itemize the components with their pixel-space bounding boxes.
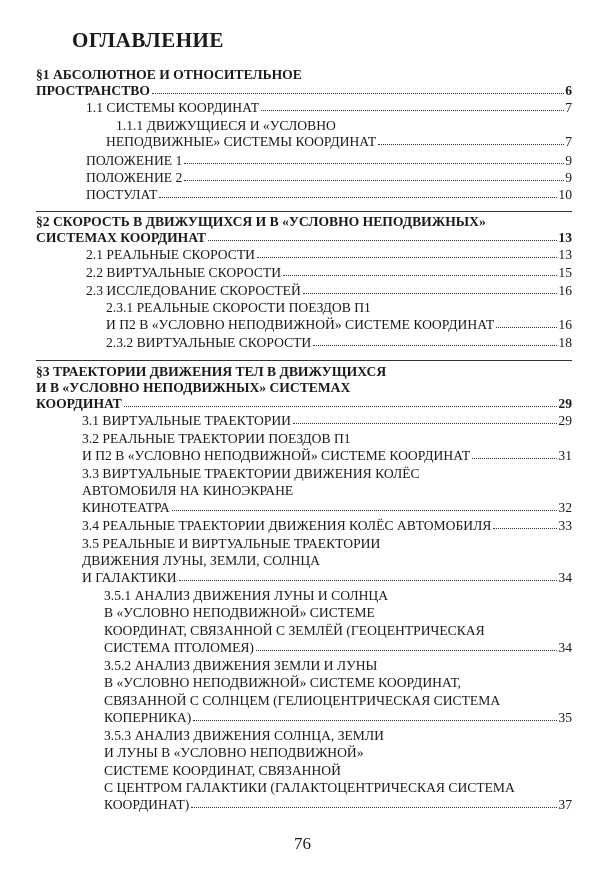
toc-entry-title: §3 ТРАЕКТОРИИ ДВИЖЕНИЯ ТЕЛ В ДВИЖУЩИХСЯ — [36, 364, 387, 379]
toc-entry-page: 15 — [558, 265, 572, 280]
toc-entry-title: И ЛУНЫ В «УСЛОВНО НЕПОДВИЖНОЙ» — [104, 745, 364, 760]
dot-leader — [191, 796, 557, 808]
toc-entry-page: 35 — [558, 710, 572, 725]
toc-entry — [82, 552, 320, 569]
toc-entry-title: 3.5.2 АНАЛИЗ ДВИЖЕНИЯ ЗЕМЛИ И ЛУНЫ — [104, 658, 378, 673]
toc-entry — [106, 316, 572, 333]
toc-entry — [82, 569, 572, 586]
toc-entry-title: 2.3.1 РЕАЛЬНЫЕ СКОРОСТИ ПОЕЗДОВ П1 — [106, 300, 371, 315]
dot-leader — [208, 229, 557, 241]
dot-leader — [493, 517, 557, 529]
toc-entry — [104, 762, 341, 779]
toc-entry-page: 7 — [565, 100, 572, 115]
toc-entry — [104, 622, 485, 639]
toc-heading: ОГЛАВЛЕНИЕ — [72, 28, 224, 52]
toc-entry-title: В «УСЛОВНО НЕПОДВИЖНОЙ» СИСТЕМЕ КООРДИНАТ, — [104, 675, 461, 690]
toc-entry — [104, 657, 377, 674]
toc-entry-title: АВТОМОБИЛЯ НА КИНОЭКРАНЕ — [82, 483, 294, 498]
toc-entry — [36, 213, 486, 230]
toc-entry — [104, 779, 515, 796]
dot-leader — [313, 334, 557, 346]
toc-entry-title: И В «УСЛОВНО НЕПОДВИЖНЫХ» СИСТЕМАХ — [36, 380, 351, 395]
toc-entry — [116, 117, 336, 134]
toc-entry — [104, 796, 572, 813]
dot-leader — [256, 639, 557, 651]
toc-entry — [36, 229, 572, 246]
toc-entry-title: 3.5 РЕАЛЬНЫЕ И ВИРТУАЛЬНЫЕ ТРАЕКТОРИИ — [82, 536, 381, 551]
toc-entry-title: 2.3 ИССЛЕДОВАНИЕ СКОРОСТЕЙ — [86, 283, 301, 298]
toc-entry-page: 18 — [558, 335, 572, 350]
toc-entry-title: КОПЕРНИКА) — [104, 710, 192, 725]
dot-leader — [184, 152, 564, 164]
toc-entry-page: 31 — [558, 448, 572, 463]
toc-entry-title: 3.3 ВИРТУАЛЬНЫЕ ТРАЕКТОРИИ ДВИЖЕНИЯ КОЛЁС — [82, 466, 420, 481]
toc-entry-title: 1.1 СИСТЕМЫ КООРДИНАТ — [86, 100, 260, 115]
dot-leader — [193, 709, 557, 721]
toc-entry-page: 37 — [558, 797, 572, 812]
dot-leader — [261, 99, 564, 111]
dot-leader — [472, 447, 557, 459]
toc-entry-page: 10 — [558, 187, 572, 202]
toc-entry-title: И П2 В «УСЛОВНО НЕПОДВИЖНОЙ» СИСТЕМЕ КООРДИНАТ — [82, 448, 471, 463]
toc-entry — [106, 299, 371, 316]
toc-entry-title: §2 СКОРОСТЬ В ДВИЖУЩИХСЯ И В «УСЛОВНО НЕПОДВИЖНЫХ» — [36, 214, 486, 229]
dot-leader — [293, 412, 557, 424]
toc-entry-page: 9 — [565, 153, 572, 168]
toc-entry-title: И П2 В «УСЛОВНО НЕПОДВИЖНОЙ» СИСТЕМЕ КООРДИНАТ — [106, 317, 495, 332]
toc-entry — [104, 692, 500, 709]
page-number: 76 — [294, 834, 311, 853]
toc-entry — [86, 99, 572, 116]
toc-entry-page: 9 — [565, 170, 572, 185]
toc-entry-page: 29 — [558, 396, 572, 411]
toc-entry-title: И ГАЛАКТИКИ — [82, 570, 177, 585]
toc-entry — [36, 66, 302, 83]
toc-entry-page: 29 — [558, 413, 572, 428]
dot-leader — [496, 316, 557, 328]
toc-entry — [82, 430, 351, 447]
toc-entry-title: КИНОТЕАТРА — [82, 500, 170, 515]
toc-entry-title: 3.5.1 АНАЛИЗ ДВИЖЕНИЯ ЛУНЫ И СОЛНЦА — [104, 588, 389, 603]
toc-entry — [82, 535, 380, 552]
toc-entry — [106, 334, 572, 351]
toc-entry — [36, 395, 572, 412]
dot-leader — [283, 264, 557, 276]
toc-entry-title: КООРДИНАТ) — [104, 797, 190, 812]
toc-entry — [104, 587, 388, 604]
toc-entry-title: СВЯЗАННОЙ С СОЛНЦЕМ (ГЕЛИОЦЕНТРИЧЕСКАЯ СИСТЕМА — [104, 693, 501, 708]
toc-entry-page: 34 — [558, 570, 572, 585]
toc-entry-title: 3.5.3 АНАЛИЗ ДВИЖЕНИЯ СОЛНЦА, ЗЕМЛИ — [104, 728, 384, 743]
toc-entry-title: НЕПОДВИЖНЫЕ» СИСТЕМЫ КООРДИНАТ — [106, 134, 377, 149]
toc-entry — [36, 82, 572, 99]
dot-leader — [124, 395, 558, 407]
section-divider — [36, 211, 572, 212]
toc-entry-title: КООРДИНАТ — [36, 396, 122, 411]
toc-entry — [36, 363, 386, 380]
toc-entry — [106, 133, 572, 150]
toc-entry — [82, 447, 572, 464]
toc-entry — [86, 264, 572, 281]
toc-entry — [86, 246, 572, 263]
toc-entry-title: С ЦЕНТРОМ ГАЛАКТИКИ (ГАЛАКТОЦЕНТРИЧЕСКАЯ СИСТЕМА — [104, 780, 515, 795]
toc-entry-title: 2.2 ВИРТУАЛЬНЫЕ СКОРОСТИ — [86, 265, 282, 280]
toc-entry-page: 7 — [565, 134, 572, 149]
toc-entry-title: СИСТЕМЕ КООРДИНАТ, СВЯЗАННОЙ — [104, 763, 341, 778]
toc-entry-page: 33 — [558, 518, 572, 533]
dot-leader — [303, 282, 558, 294]
toc-entry — [104, 639, 572, 656]
toc-entry-title: В «УСЛОВНО НЕПОДВИЖНОЙ» СИСТЕМЕ — [104, 605, 375, 620]
toc-entry-page: 6 — [565, 83, 572, 98]
toc-entry-title: 2.1 РЕАЛЬНЫЕ СКОРОСТИ — [86, 247, 255, 262]
toc-entry-title: ПОЛОЖЕНИЕ 1 — [86, 153, 183, 168]
toc-entry — [82, 412, 572, 429]
dot-leader — [159, 186, 557, 198]
toc-entry — [104, 674, 461, 691]
dot-leader — [184, 169, 564, 181]
toc-entry-title: 3.1 ВИРТУАЛЬНЫЕ ТРАЕКТОРИИ — [82, 413, 291, 428]
toc-entry — [36, 379, 350, 396]
toc-entry-title: СИСТЕМА ПТОЛОМЕЯ) — [104, 640, 254, 655]
toc-entry — [82, 517, 572, 534]
toc-entry-page: 32 — [558, 500, 572, 515]
toc-entry-title: ДВИЖЕНИЯ ЛУНЫ, ЗЕМЛИ, СОЛНЦА — [82, 553, 320, 568]
dot-leader — [152, 82, 564, 94]
toc-entry-title: 3.4 РЕАЛЬНЫЕ ТРАЕКТОРИИ ДВИЖЕНИЯ КОЛЁС АВТОМОБИЛЯ — [82, 518, 492, 533]
toc-entry-title: ПРОСТРАНСТВО — [36, 83, 150, 98]
toc-entry — [104, 604, 375, 621]
toc-entry — [104, 727, 384, 744]
toc-entry-title: 2.3.2 ВИРТУАЛЬНЫЕ СКОРОСТИ — [106, 335, 312, 350]
toc-entry-page: 13 — [558, 247, 572, 262]
toc-entry-page: 16 — [558, 283, 572, 298]
toc-entry — [86, 282, 572, 299]
toc-entry — [86, 152, 572, 169]
toc-entry — [86, 186, 572, 203]
toc-entry-title: 3.2 РЕАЛЬНЫЕ ТРАЕКТОРИИ ПОЕЗДОВ П1 — [82, 431, 351, 446]
section-divider — [36, 360, 572, 361]
dot-leader — [257, 246, 557, 258]
toc-entry — [82, 465, 420, 482]
toc-entry-title: ПОСТУЛАТ — [86, 187, 158, 202]
toc-entry — [82, 499, 572, 516]
toc-entry — [104, 744, 364, 761]
toc-entry-title: СИСТЕМАХ КООРДИНАТ — [36, 230, 206, 245]
toc-entry-page: 13 — [558, 230, 572, 245]
dot-leader — [172, 499, 558, 511]
toc-entry — [86, 169, 572, 186]
dot-leader — [378, 133, 564, 145]
dot-leader — [179, 569, 558, 581]
toc-entry-title: 1.1.1 ДВИЖУЩИЕСЯ И «УСЛОВНО — [116, 118, 336, 133]
toc-entry-title: ПОЛОЖЕНИЕ 2 — [86, 170, 183, 185]
toc-entry — [82, 482, 293, 499]
toc-entry-title: КООРДИНАТ, СВЯЗАННОЙ С ЗЕМЛЁЙ (ГЕОЦЕНТРИЧЕСКАЯ — [104, 623, 485, 638]
toc-entry — [104, 709, 572, 726]
toc-entry-page: 34 — [558, 640, 572, 655]
toc-entry-title: §1 АБСОЛЮТНОЕ И ОТНОСИТЕЛЬНОЕ — [36, 67, 302, 82]
toc-entry-page: 16 — [558, 317, 572, 332]
